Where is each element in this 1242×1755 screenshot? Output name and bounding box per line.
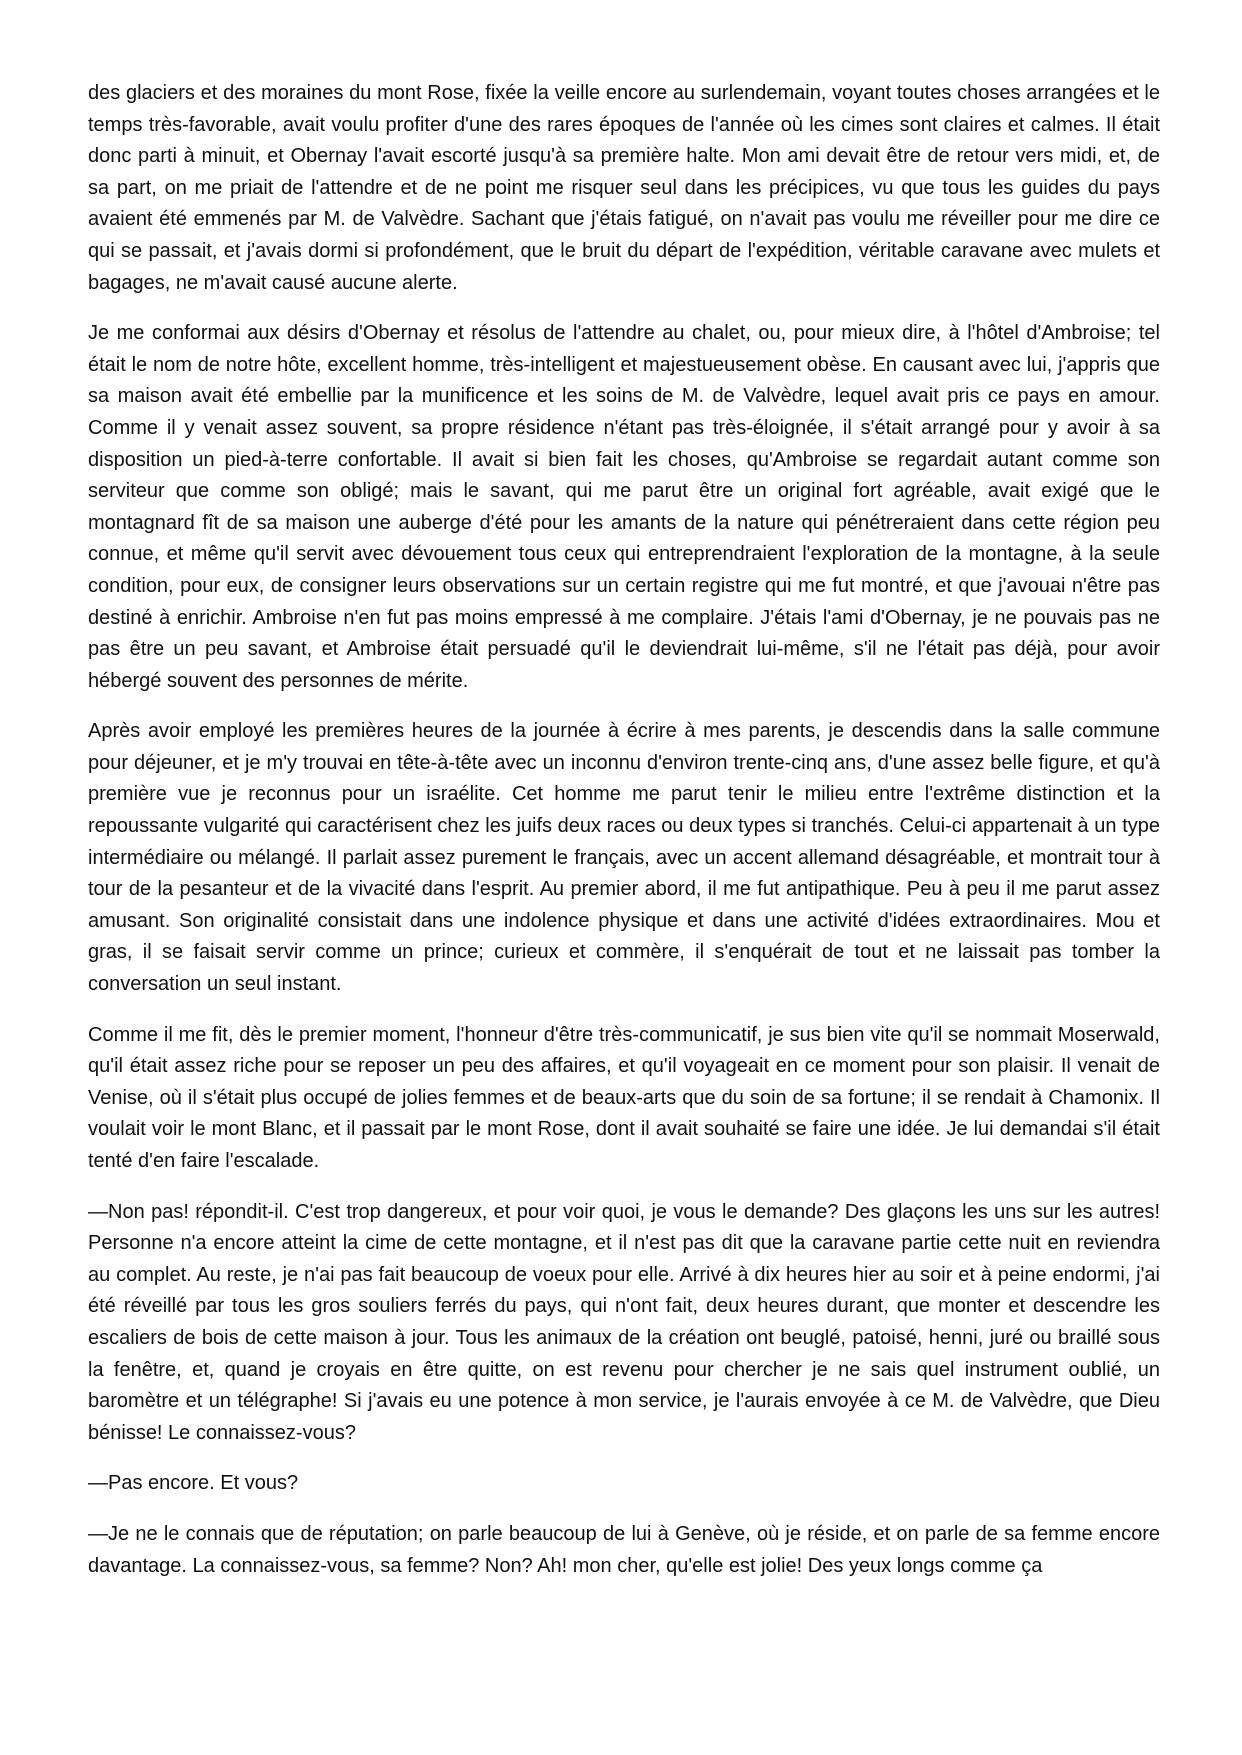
- paragraph-4: Comme il me fit, dès le premier moment, l'honneur d'être très-communicatif, je sus bien vite qu'il se nommait Moserwald, qu'il était assez riche pour se reposer un peu des affaires, et qu'il voyageait en ce moment pour son plaisir. Il venait de Venise, où il s'était plus occupé de jolies femmes et de beaux-arts que du soin de sa fortune; il se rendait à Chamonix. Il voulait voir le mont Blanc, et il passait par le mont Rose, dont il avait souhaité se faire une idée. Je lui demandai s'il était tenté d'en faire l'escalade.: [88, 1023, 1160, 1172]
- paragraph-7: —Je ne le connais que de réputation; on parle beaucoup de lui à Genève, où je réside, et on parle de sa femme encore davantage. La connaissez-vous, sa femme? Non? Ah! mon cher, qu'elle est jolie! Des yeux longs comme ça: [88, 1522, 1160, 1577]
- paragraph-5: —Non pas! répondit-il. C'est trop dangereux, et pour voir quoi, je vous le demande? Des glaçons les uns sur les autres! Personne n'a encore atteint la cime de cette montagne, et il n'est pas dit que la caravane partie cette nuit en reviendra au complet. Au reste, je n'ai pas fait beaucoup de voeux pour elle. Arrivé à dix heures hier au soir et à peine endormi, j'ai été réveillé par tous les gros souliers ferrés du pays, qui n'ont fait, deux heures durant, que monter et descendre les escaliers de bois de cette maison à jour. Tous les animaux de la création ont beuglé, patoisé, henni, juré ou braillé sous la fenêtre, et, quand je croyais en être quitte, on est revenu pour chercher je ne sais quel instrument oublié, un baromètre et un télégraphe! Si j'avais eu une potence à mon service, je l'aurais envoyée à ce M. de Valvèdre, que Dieu bénisse! Le connaissez-vous?: [88, 1200, 1160, 1444]
- paragraph-1: des glaciers et des moraines du mont Rose, fixée la veille encore au surlendemain, voyant toutes choses arrangées et le temps très-favorable, avait voulu profiter d'une des rares époques de l'année où les cimes sont claires et calmes. Il était donc parti à minuit, et Obernay l'avait escorté jusqu'à sa première halte. Mon ami devait être de retour vers midi, et, de sa part, on me priait de l'attendre et de ne point me risquer seul dans les précipices, vu que tous les guides du pays avaient été emmenés par M. de Valvèdre. Sachant que j'étais fatigué, on n'avait pas voulu me réveiller pour me dire ce qui se passait, et j'avais dormi si profondément, que le bruit du départ de l'expédition, véritable caravane avec mulets et bagages, ne m'avait causé aucune alerte.: [88, 82, 1160, 294]
- paragraph-3: Après avoir employé les premières heures de la journée à écrire à mes parents, je descendis dans la salle commune pour déjeuner, et je m'y trouvai en tête-à-tête avec un inconnu d'environ trente-cinq ans, d'une assez belle figure, et qu'à première vue je reconnus pour un israélite. Cet homme me parut tenir le milieu entre l'extrême distinction et la repoussante vulgarité qui caractérisent chez les juifs deux races ou deux types si tranchés. Celui-ci appartenait à un type intermédiaire ou mélangé. Il parlait assez purement le français, avec un accent allemand désagréable, et montrait tour à tour de la pesanteur et de la vivacité dans l'esprit. Au premier abord, il me fut antipathique. Peu à peu il me parut assez amusant. Son originalité consistait dans une indolence physique et dans une activité d'idées extraordinaires. Mou et gras, il se faisait servir comme un prince; curieux et commère, il s'enquérait de tout et ne laissait pas tomber la conversation un seul instant.: [88, 720, 1160, 996]
- paragraph-2: Je me conformai aux désirs d'Obernay et résolus de l'attendre au chalet, ou, pour mieux dire, à l'hôtel d'Ambroise; tel était le nom de notre hôte, excellent homme, très-intelligent et majestueusement obèse. En causant avec lui, j'appris que sa maison avait été embellie par la munificence et les soins de M. de Valvèdre, lequel avait pris ce pays en amour. Comme il y venait assez souvent, sa propre résidence n'étant pas très-éloignée, il s'était arrangé pour y avoir à sa disposition un pied-à-terre confortable. Il avait si bien fait les choses, qu'Ambroise se regardait autant comme son serviteur que comme son obligé; mais le savant, qui me parut être un original fort agréable, avait exigé que le montagnard fît de sa maison une auberge d'été pour les amants de la nature qui pénétreraient dans cette région peu connue, et même qu'il servit avec dévouement tous ceux qui entreprendraient l'exploration de la montagne, à la seule condition, pour eux, de consigner leurs observations sur un certain registre qui me fut montré, et que j'avouai n'être pas destiné à enrichir. Ambroise n'en fut pas moins empressé à me complaire. J'étais l'ami d'Obernay, je ne pouvais pas ne pas être un peu savant, et Ambroise était persuadé qu'il le deviendrait lui-même, s'il ne l'était pas déjà, pour avoir hébergé souvent des personnes de mérite.: [88, 322, 1160, 692]
- paragraph-6: —Pas encore. Et vous?: [88, 1472, 299, 1495]
- document-page: [88, 78, 1160, 1601]
